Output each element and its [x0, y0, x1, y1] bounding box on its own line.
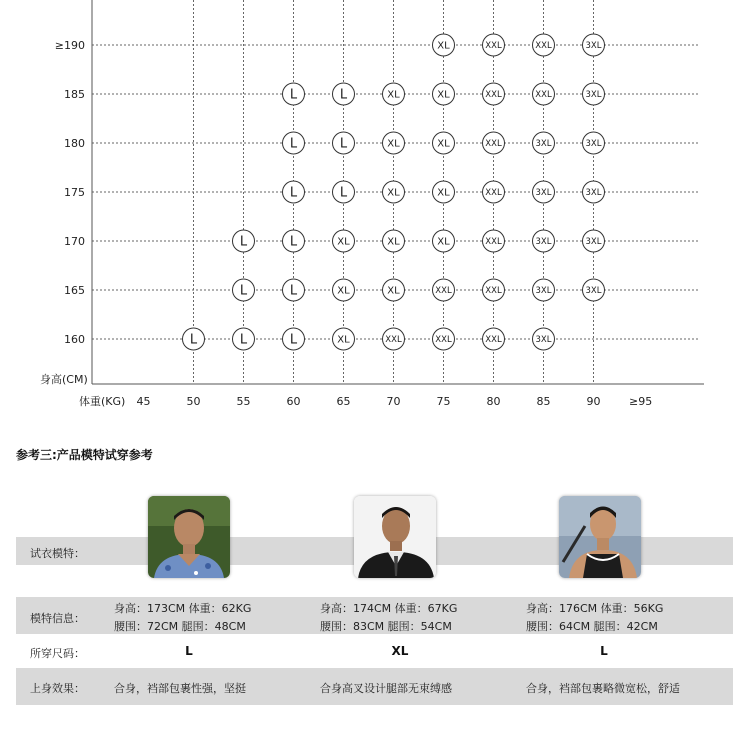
size-marker-label: 3XL — [535, 286, 552, 297]
model-1-info-line1: 身高：173CM 体重：62KG — [114, 602, 252, 615]
size-marker-label: XXL — [535, 41, 552, 52]
x-tick-label: 60 — [286, 395, 301, 408]
size-marker-label: XXL — [435, 286, 452, 297]
model-3-info-line1: 身高：176CM 体重：56KG — [526, 602, 664, 615]
x-tick-label: 90 — [586, 395, 601, 408]
size-row-label: 所穿尺码： — [30, 647, 85, 660]
size-marker-label: L — [239, 332, 248, 348]
size-marker-label: XXL — [485, 90, 502, 101]
size-marker-label: XXL — [435, 335, 452, 346]
y-tick-label: 185 — [64, 88, 85, 101]
size-marker-label: 3XL — [585, 139, 602, 150]
size-marker-label: XL — [387, 236, 400, 248]
info-row-label: 模特信息： — [30, 612, 85, 625]
x-tick-label: 55 — [236, 395, 251, 408]
size-marker-label: XXL — [485, 335, 502, 346]
model-3-effect: 合身，裆部包裹略微宽松，舒适 — [526, 682, 680, 695]
y-axis-title: 身高(CM) — [40, 373, 88, 386]
size-marker-label: XL — [387, 138, 400, 150]
size-marker-label: 3XL — [585, 90, 602, 101]
size-marker-label: L — [339, 136, 348, 152]
size-marker-label: L — [289, 283, 298, 299]
x-tick-label: 65 — [336, 395, 351, 408]
size-marker-label: L — [339, 87, 348, 103]
size-marker-label: 3XL — [585, 188, 602, 199]
x-tick-label: 85 — [536, 395, 551, 408]
size-marker-label: L — [289, 234, 298, 250]
x-tick-label: ≥95 — [629, 395, 653, 408]
y-tick-label: 170 — [64, 235, 85, 248]
size-marker-label: XXL — [535, 90, 552, 101]
model-row-label: 试衣模特： — [30, 547, 85, 560]
size-marker-label: 3XL — [585, 286, 602, 297]
size-marker-label: 3XL — [535, 139, 552, 150]
size-marker-label: XL — [437, 138, 450, 150]
y-tick-label: 165 — [64, 284, 85, 297]
size-marker-label: XL — [387, 285, 400, 297]
model-3-size: L — [600, 644, 608, 658]
size-marker-label: XL — [337, 236, 350, 248]
model-photo-1 — [148, 496, 230, 578]
y-tick-label: 180 — [64, 137, 85, 150]
model-photo-2 — [354, 496, 436, 578]
model-3-info-line2: 腰围：64CM 腿围：42CM — [526, 620, 658, 633]
size-marker-label: XXL — [385, 335, 402, 346]
size-marker-label: 3XL — [585, 41, 602, 52]
x-axis-title: 体重(KG) — [79, 395, 126, 408]
x-tick-label: 50 — [186, 395, 201, 408]
size-marker-label: XL — [337, 334, 350, 346]
model-photo-3 — [559, 496, 641, 578]
x-tick-label: 45 — [136, 395, 151, 408]
size-marker-label: XL — [437, 187, 450, 199]
size-marker-label: L — [239, 234, 248, 250]
size-marker-label: XL — [387, 187, 400, 199]
model-2-size: XL — [391, 644, 409, 658]
model-1-effect: 合身，裆部包裹性强，坚挺 — [114, 682, 246, 695]
size-marker-label: XL — [437, 40, 450, 52]
size-marker-label: XXL — [485, 286, 502, 297]
size-marker-label: 3XL — [535, 188, 552, 199]
size-marker-label: XXL — [485, 41, 502, 52]
size-marker-label: L — [289, 87, 298, 103]
size-marker-label: 3XL — [535, 237, 552, 248]
model-2-info-line2: 腰围：83CM 腿围：54CM — [320, 620, 452, 633]
reference-title: 参考三:产品模特试穿参考 — [16, 448, 153, 462]
size-marker-label: XL — [387, 89, 400, 101]
x-tick-label: 80 — [486, 395, 501, 408]
model-1-size: L — [185, 644, 193, 658]
size-marker-label: L — [339, 185, 348, 201]
size-marker-label: XXL — [485, 237, 502, 248]
size-marker-label: XL — [437, 236, 450, 248]
size-marker-label: XXL — [485, 188, 502, 199]
size-marker-label: XXL — [485, 139, 502, 150]
size-marker-label: L — [289, 185, 298, 201]
x-tick-label: 70 — [386, 395, 401, 408]
model-2-info-line1: 身高：174CM 体重：67KG — [320, 602, 458, 615]
size-marker-label: XL — [437, 89, 450, 101]
size-marker-label: L — [189, 332, 198, 348]
size-marker-label: L — [289, 136, 298, 152]
size-marker-label: 3XL — [585, 237, 602, 248]
effect-row-label: 上身效果： — [30, 682, 85, 695]
x-tick-label: 75 — [436, 395, 451, 408]
size-marker-label: 3XL — [535, 335, 552, 346]
y-tick-label: ≥190 — [54, 39, 85, 52]
size-marker-label: L — [239, 283, 248, 299]
size-marker-label: XL — [337, 285, 350, 297]
model-1-info-line2: 腰围：72CM 腿围：48CM — [114, 620, 246, 633]
model-2-effect: 合身高叉设计腿部无束缚感 — [320, 682, 452, 695]
y-tick-label: 160 — [64, 333, 85, 346]
y-tick-label: 175 — [64, 186, 85, 199]
size-marker-label: L — [289, 332, 298, 348]
